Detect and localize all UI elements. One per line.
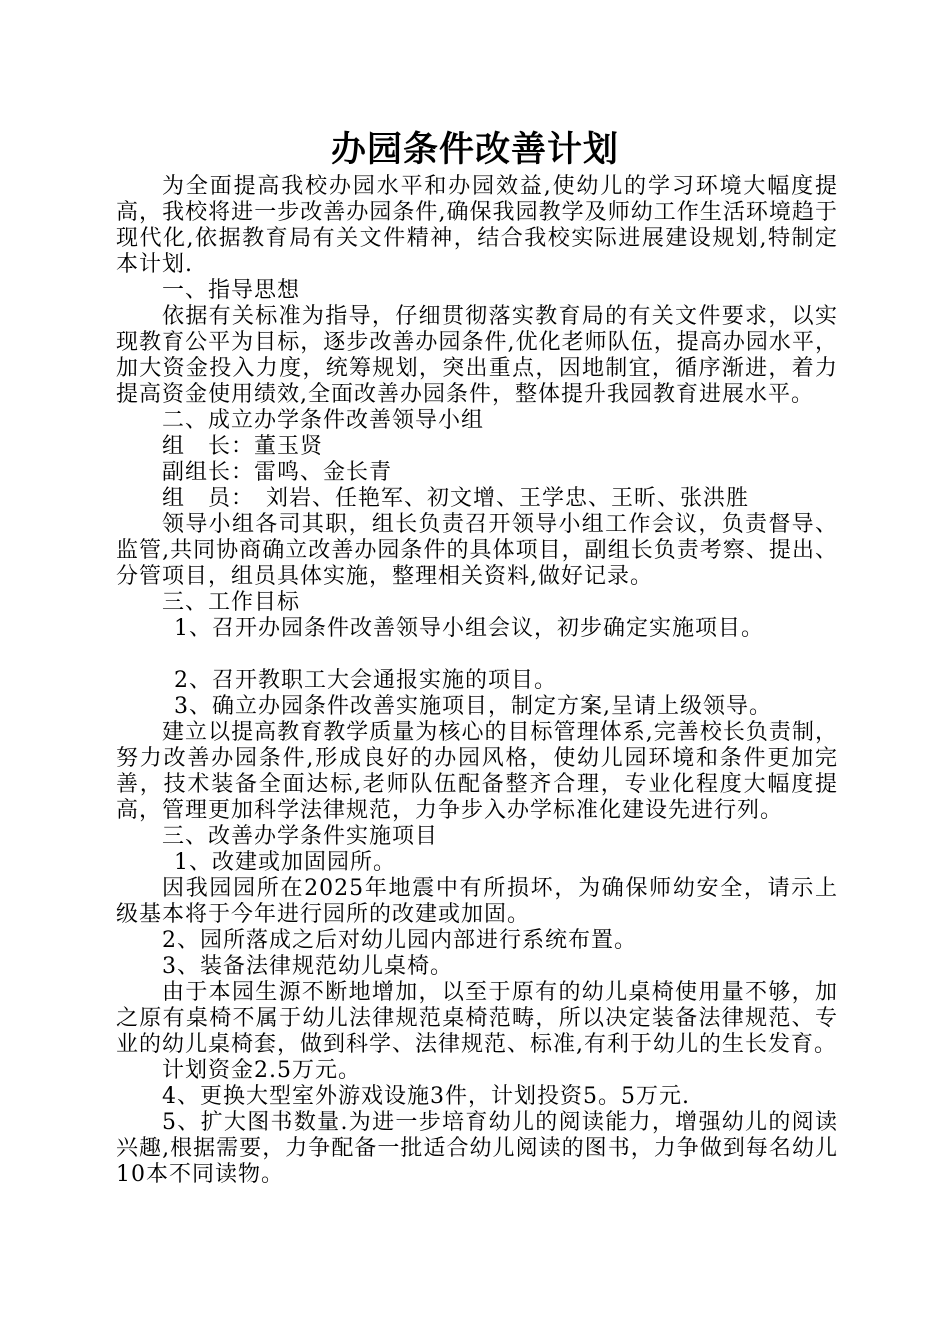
blank-line <box>116 642 838 668</box>
project-item-1: 1、改建或加固园所。 <box>174 850 396 875</box>
goal-item-2: 2、召开教职工大会通报实施的项目。 <box>174 668 557 693</box>
page-title: 办园条件改善计划 <box>330 129 619 170</box>
section-heading-3: 三、工作目标 <box>162 590 301 615</box>
project-item-4: 4、更换大型室外游戏设施3件，计划投资5。5万元. <box>162 1084 690 1109</box>
project-item-3: 3、装备法律规范幼儿桌椅。 <box>162 954 453 979</box>
project-item-2: 2、园所落成之后对幼儿园内部进行系统布置。 <box>162 928 637 953</box>
section-heading-4: 三、改善办学条件实施项目 <box>162 824 439 849</box>
intro-paragraph: 为全面提高我校办园水平和办园效益,使幼儿的学习环境大幅度提高，我校将进一步改善办园条件,确保我园教学及师幼工作生活环境趋于现代化,依据教育局有关文件精神，结合我校实际进展建设规划,特制定本计划. <box>116 174 838 277</box>
guiding-paragraph: 依据有关标准为指导，仔细贯彻落实教育局的有关文件要求，以实现教育公平为目标，逐步改善办园条件,优化老师队伍，提高办园水平，加大资金投入力度，统筹规划，突出重点，因地制宜，循序渐进，着力提高资金使用绩效,全面改善办园条件，整体提升我园教育进展水平。 <box>116 304 838 407</box>
document-body <box>116 174 838 1188</box>
group-duties-paragraph: 领导小组各司其职，组长负责召开领导小组工作会议，负责督导、监管,共同协商确立改善办园条件的具体项目，副组长负责考察、提出、分管项目，组员具体实施，整理相关资料,做好记录。 <box>116 512 838 589</box>
project-3-paragraph: 由于本园生源不断地增加，以至于原有的幼儿桌椅使用量不够，加之原有桌椅不属于幼儿法律规范桌椅范畴，所以决定装备法律规范、专业的幼儿桌椅套，做到科学、法律规范、标准,有利于幼儿的生长发育。 <box>116 980 838 1057</box>
vice-leader-line: 副组长：雷鸣、金长青 <box>162 460 393 485</box>
goal-item-1: 1、召开办园条件改善领导小组会议，初步确定实施项目。 <box>174 616 764 641</box>
leader-line: 组 长：董玉贤 <box>162 434 324 459</box>
members-line: 组 员： 刘岩、任艳军、初文增、王学忠、王昕、张洪胜 <box>162 486 750 511</box>
section-heading-2: 二、成立办学条件改善领导小组 <box>162 408 485 433</box>
project-1-paragraph: 因我园园所在2025年地震中有所损坏，为确保师幼安全，请示上级基本将于今年进行园所的改建或加固。 <box>116 876 838 927</box>
goal-paragraph: 建立以提高教育教学质量为核心的目标管理体系,完善校长负责制，努力改善办园条件,形成良好的办园风格，使幼儿园环境和条件更加完善，技术装备全面达标,老师队伍配备整齐合理，专业化程度大幅度提高，管理更加科学法律规范，力争步入办学标准化建设先进行列。 <box>116 720 838 823</box>
goal-item-3: 3、确立办园条件改善实施项目，制定方案,呈请上级领导。 <box>174 694 772 719</box>
fund-line: 计划资金2.5万元。 <box>162 1058 361 1083</box>
section-heading-1: 一、指导思想 <box>162 278 301 303</box>
project-item-5: 5、扩大图书数量.为进一步培育幼儿的阅读能力，增强幼儿的阅读兴趣,根据需要，力争配备一批适合幼儿阅读的图书，力争做到每名幼儿10本不同读物。 <box>116 1110 838 1187</box>
